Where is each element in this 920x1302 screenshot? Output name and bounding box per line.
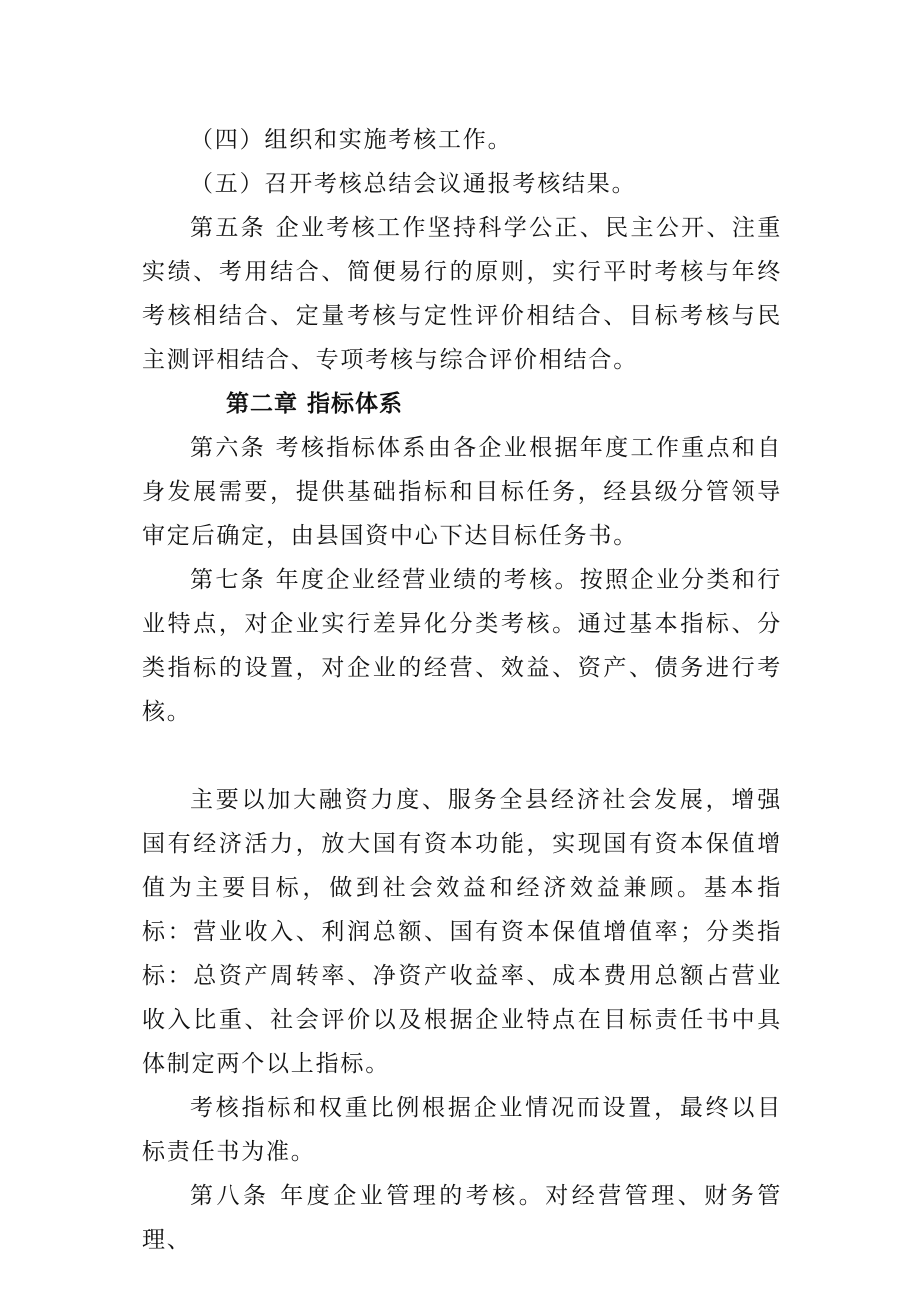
article-7-paragraph: 第七条 年度企业经营业绩的考核。按照企业分类和行业特点，对企业实行差异化分类考核。通过基本指标、分类指标的设置，对企业的经营、效益、资产、债务进行考核。 — [142, 567, 782, 725]
paragraph-item-4: （四）组织和实施考核工作。 — [190, 127, 513, 153]
article-5-paragraph: 第五条 企业考核工作坚持科学公正、民主公开、注重实绩、考用结合、简便易行的原则，实行平时考核与年终考核相结合、定量考核与定性评价相结合、目标考核与民主测评相结合、专项考核与综合评价相结合。 — [142, 215, 782, 373]
document-page — [142, 118, 782, 1262]
chapter-heading: 第二章 指标体系 — [226, 391, 404, 417]
main-objective-paragraph: 主要以加大融资力度、服务全县经济社会发展，增强国有经济活力，放大国有资本功能，实现国有资本保值增值为主要目标，做到社会效益和经济效益兼顾。基本指标：营业收入、利润总额、国有资本保值增值率；分类指标：总资产周转率、净资产收益率、成本费用总额占营业收入比重、社会评价以及根据企业特点在目标责任书中具体制定两个以上指标。 — [142, 787, 782, 1077]
weight-paragraph: 考核指标和权重比例根据企业情况而设置，最终以目标责任书为准。 — [142, 1095, 782, 1165]
blank-line — [142, 734, 782, 778]
article-6-paragraph: 第六条 考核指标体系由各企业根据年度工作重点和自身发展需要，提供基础指标和目标任务，经县级分管领导审定后确定，由县国资中心下达目标任务书。 — [142, 435, 782, 549]
article-8-paragraph: 第八条 年度企业管理的考核。对经营管理、财务管理、 — [142, 1183, 782, 1253]
paragraph-item-5: （五）召开考核总结会议通报考核结果。 — [190, 171, 637, 197]
